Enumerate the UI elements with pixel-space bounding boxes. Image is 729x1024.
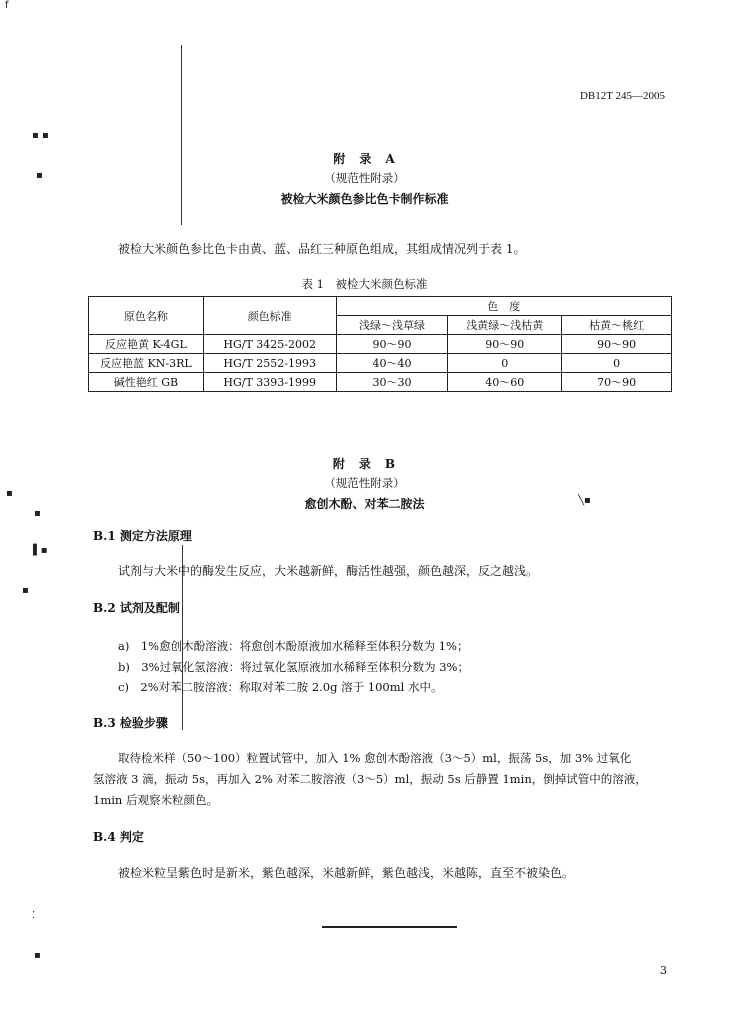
scan-speck: ▪ bbox=[34, 950, 41, 961]
table-row bbox=[89, 373, 672, 392]
table-cell: 70～90 bbox=[562, 373, 672, 392]
table-cell: 90～90 bbox=[448, 335, 562, 354]
table-cell: HG/T 3393-1999 bbox=[203, 373, 336, 392]
section-b3-heading: B.3 检验步骤 bbox=[93, 716, 168, 730]
table-cell: 反应艳黄 K-4GL bbox=[89, 335, 204, 354]
page-number: 3 bbox=[660, 964, 667, 977]
table-cell: 0 bbox=[562, 354, 672, 373]
header-color-standard: 颜色标准 bbox=[203, 297, 336, 335]
appendix-b-subtitle: （规范性附录） bbox=[324, 476, 405, 490]
table-cell: HG/T 2552-1993 bbox=[203, 354, 336, 373]
appendix-a-name: 被检大米颜色参比色卡制作标准 bbox=[280, 192, 449, 206]
color-standard-table bbox=[88, 296, 672, 392]
table-cell: 0 bbox=[448, 354, 562, 373]
table-cell: 30～30 bbox=[336, 373, 448, 392]
table-caption: 表 1 被检大米颜色标准 bbox=[301, 277, 428, 291]
reagent-item: b) 3%过氧化氢溶液：将过氧化氢原液加水稀释至体积分数为 3%； bbox=[118, 660, 469, 674]
appendix-b-name: 愈创木酚、对苯二胺法 bbox=[304, 497, 425, 511]
header-primary-color: 原色名称 bbox=[89, 297, 204, 335]
header-color-degree: 色 度 bbox=[336, 297, 671, 316]
standard-number: DB12T 245—2005 bbox=[579, 90, 665, 102]
scan-speck: ╲▪ bbox=[578, 495, 591, 506]
scan-speck: ▪ bbox=[22, 585, 29, 596]
section-b3-line: 1min 后观察米粒颜色。 bbox=[93, 793, 218, 807]
table-row bbox=[89, 354, 672, 373]
appendix-b-title: 附 录 B bbox=[332, 457, 397, 471]
table-cell: 碱性艳红 GB bbox=[89, 373, 204, 392]
subheader: 枯黄～桃红 bbox=[562, 316, 672, 335]
section-b1-text: 试剂与大米中的酶发生反应，大米越新鲜，酶活性越强，颜色越深，反之越浅。 bbox=[118, 564, 539, 578]
scan-speck: ▪ bbox=[36, 170, 43, 181]
section-b4-text: 被检米粒呈紫色时是新米，紫色越深，米越新鲜，紫色越浅，米越陈，直至不被染色。 bbox=[118, 866, 575, 880]
table-cell: HG/T 3425-2002 bbox=[203, 335, 336, 354]
table-cell: 40～60 bbox=[448, 373, 562, 392]
subheader: 浅黄绿～浅枯黄 bbox=[448, 316, 562, 335]
scan-speck: ▪ ▪ bbox=[32, 130, 49, 141]
subheader: 浅绿～浅草绿 bbox=[336, 316, 448, 335]
appendix-a-title: 附 录 A bbox=[333, 152, 396, 166]
end-rule bbox=[322, 926, 457, 928]
section-b2-heading: B.2 试剂及配制 bbox=[93, 601, 180, 615]
scan-speck: ▪ bbox=[34, 508, 41, 519]
table-cell: 40～40 bbox=[336, 354, 448, 373]
scan-speck: ⁚ bbox=[32, 910, 36, 921]
section-b1-heading: B.1 测定方法原理 bbox=[93, 529, 192, 543]
table-cell: 90～90 bbox=[562, 335, 672, 354]
scan-speck: ▪ bbox=[6, 488, 13, 499]
appendix-a-intro: 被检大米颜色参比色卡由黄、蓝、品红三种原色组成，其组成情况列于表 1。 bbox=[118, 242, 526, 256]
section-b3-line: 氢溶液 3 滴，振动 5s，再加入 2% 对苯二胺溶液（3～5）ml，振动 5s 后静置 1min，倒掉试管中的溶液， bbox=[93, 772, 647, 786]
section-b4-heading: B.4 判定 bbox=[93, 830, 144, 844]
table-cell: 反应艳蓝 KN-3RL bbox=[89, 354, 204, 373]
scan-speck: f bbox=[5, 0, 9, 11]
appendix-a-subtitle: （规范性附录） bbox=[324, 171, 405, 185]
reagent-item: a) 1%愈创木酚溶液：将愈创木酚原液加水稀释至体积分数为 1%； bbox=[118, 639, 469, 653]
reagent-item: c) 2%对苯二胺溶液：称取对苯二胺 2.0g 溶于 100ml 水中。 bbox=[118, 680, 443, 694]
table-cell: 90～90 bbox=[336, 335, 448, 354]
scan-speck: ▌▪ bbox=[33, 545, 48, 556]
section-b3-line: 取待检米样（50～100）粒置试管中，加入 1% 愈创木酚溶液（3～5）ml，振荡 5s，加 3% 过氧化 bbox=[118, 751, 632, 765]
table-row bbox=[89, 335, 672, 354]
